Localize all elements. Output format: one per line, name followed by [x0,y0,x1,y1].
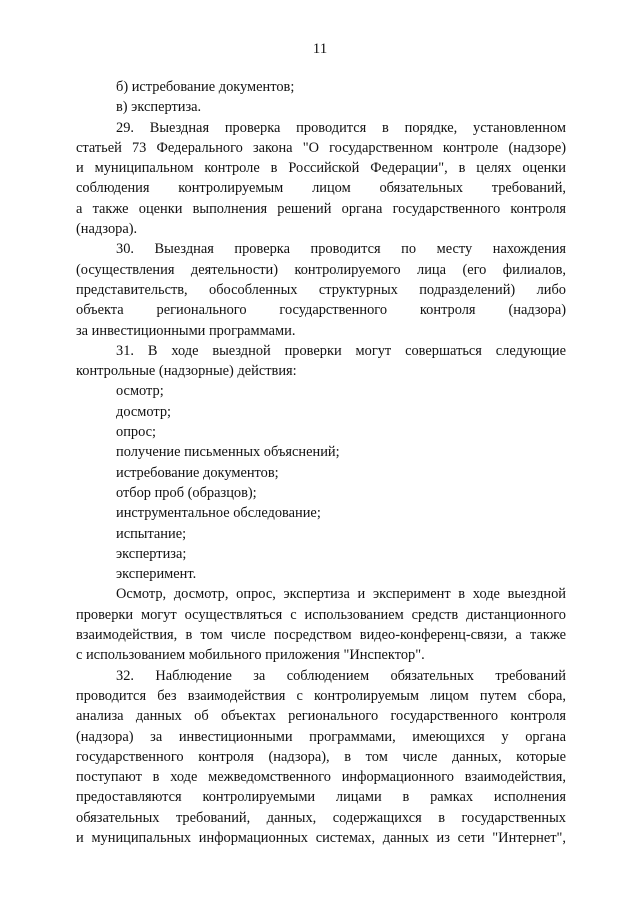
text-line: отбор проб (образцов); [116,484,257,501]
text-line: государственного контроля (надзора), в том числе данных, которые [76,748,566,765]
text-line: 29. Выездная проверка проводится в порядке, установленном [116,119,566,136]
text-line: получение письменных объяснений; [116,444,340,461]
text-line: поступают в ходе межведомственного информационного взаимодействия, [76,769,566,786]
text-line: испытание; [116,525,187,542]
text-line: статьей 73 Федерального закона "О государственном контроле (надзоре) [76,139,566,156]
text-line: соблюдения контролируемым лицом обязательных требований, [76,180,566,197]
text-line: в) экспертиза. [116,99,202,116]
text-line: истребование документов; [116,464,279,481]
text-line: объекта регионального государственного контроля (надзора) [76,302,566,319]
text-line: инструментальное обследование; [116,505,321,522]
text-line: Осмотр, досмотр, опрос, экспертиза и эксперимент в ходе выездной [116,586,566,603]
text-line: осмотр; [116,383,164,400]
text-line: обязательных требований, данных, содержащихся в государственных [76,809,566,826]
text-line: проводится без взаимодействия с контролируемым лицом путем сбора, [76,687,566,704]
text-line: опрос; [116,424,157,441]
text-line: досмотр; [116,403,172,420]
text-line: и муниципальных информационных системах, данных из сети "Интернет", [76,829,566,846]
text-line: (надзора) за инвестиционными программами, имеющихся у органа [76,728,566,745]
text-line: проверки могут осуществляться с использованием средств дистанционного [76,606,566,623]
page-number: 11 [312,41,328,57]
text-line: взаимодействия, в том числе посредством видео-конференц-связи, а также [76,627,566,644]
text-line: 31. В ходе выездной проверки могут совершаться следующие [116,342,566,359]
text-line: а также оценки выполнения решений органа государственного контроля [76,200,566,217]
text-line: за инвестиционными программами. [76,322,296,339]
text-line: представительств, обособленных структурных подразделений) либо [76,281,566,298]
text-line: б) истребование документов; [116,79,295,95]
text-line: анализа данных об объектах регионального государственного контроля [76,708,566,725]
text-line: 30. Выездная проверка проводится по месту нахождения [116,241,566,258]
text-line: эксперимент. [116,566,197,583]
text-line: предоставляются контролируемыми лицами в рамках исполнения [76,789,566,806]
text-line: с использованием мобильного приложения "Инспектор". [76,647,425,664]
text-line: контрольные (надзорные) действия: [76,363,297,380]
text-line: 32. Наблюдение за соблюдением обязательных требований [116,667,566,684]
text-line: (надзора). [76,221,138,238]
text-line: экспертиза; [116,545,187,562]
text-line: и муниципальном контроле в Российской Федерации", в целях оценки [76,160,566,177]
text-line: (осуществления деятельности) контролируемого лица (его филиалов, [76,261,566,278]
document-body [76,77,566,848]
